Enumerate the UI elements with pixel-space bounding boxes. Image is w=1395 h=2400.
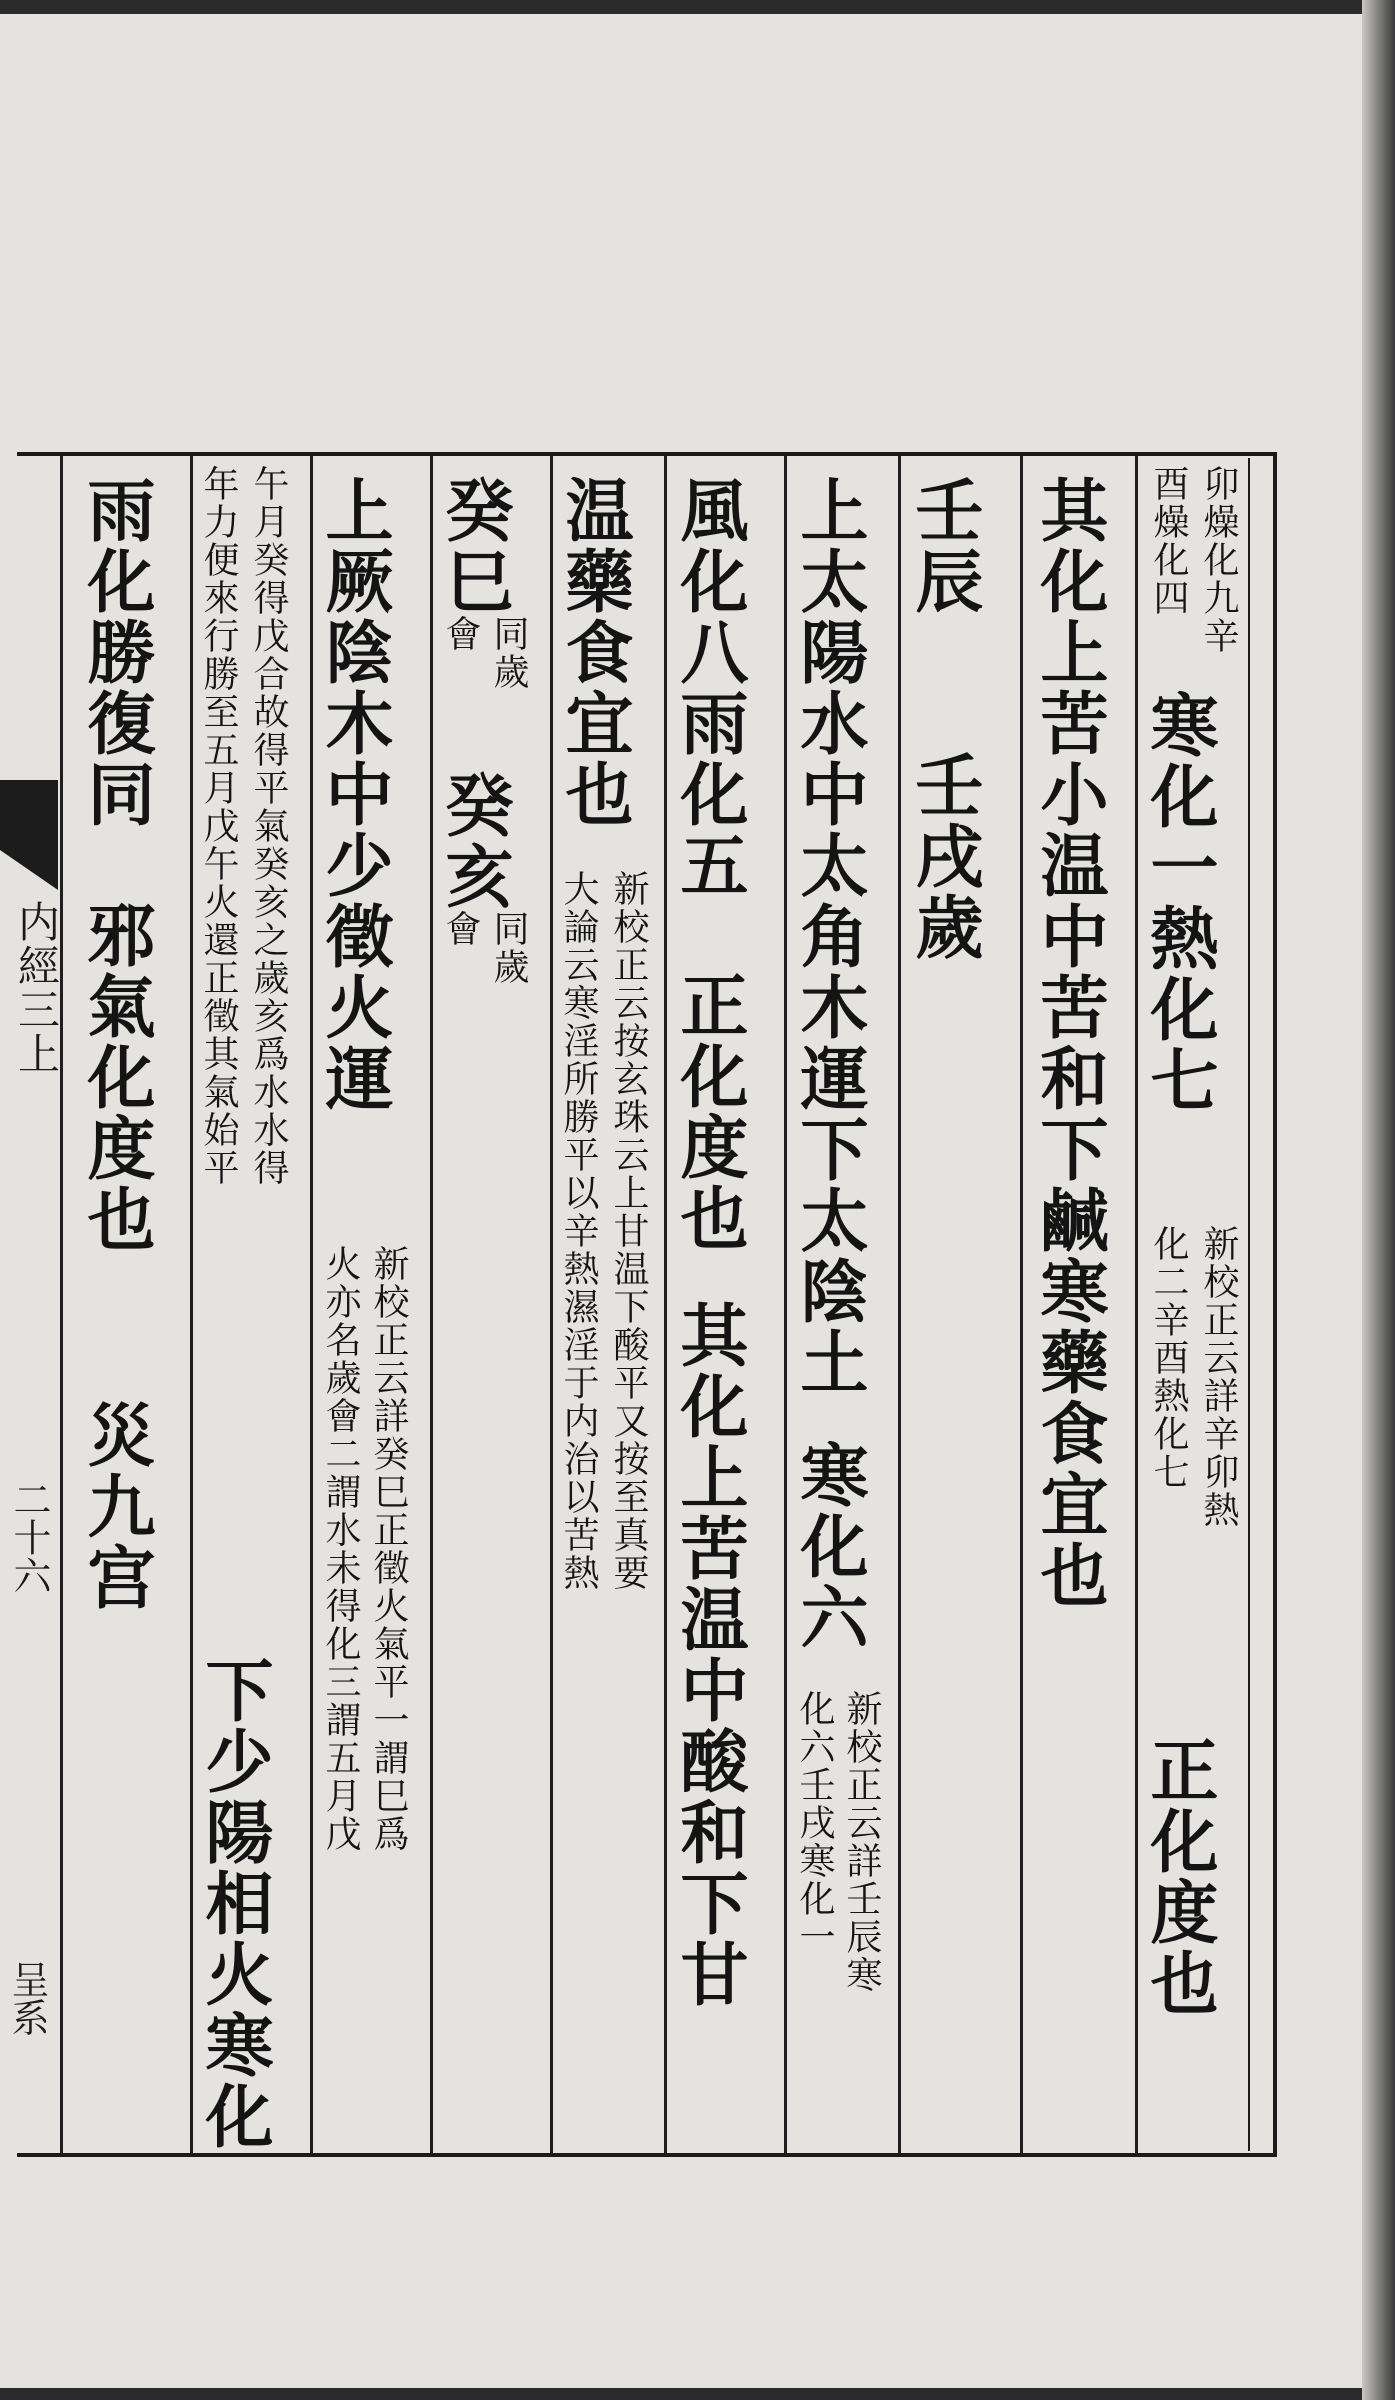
- main-text: 其化上苦小温中苦和下鹹寒藥食宜也: [1029, 475, 1109, 1611]
- banner-fishtail: [0, 780, 58, 850]
- column-rule: [430, 456, 433, 2153]
- column-rule: [310, 456, 313, 2153]
- annotation-line: 會: [440, 615, 481, 653]
- annotation-line: 新校正云詳癸巳正徵火氣平一謂巳爲: [368, 1245, 409, 1853]
- main-text: 正化度也: [669, 970, 749, 1254]
- column-rule: [784, 456, 787, 2153]
- column-rule: [190, 456, 193, 2153]
- annotation-line: 新校正云詳壬辰寒: [841, 1690, 882, 1994]
- annotation-line: 火亦名歲會二謂水未得化三謂五月戊: [320, 1245, 361, 1853]
- page-fold: [1362, 0, 1395, 2400]
- column-rule: [1020, 456, 1023, 2153]
- main-text: 寒化六: [789, 1440, 869, 1653]
- main-text: 邪氣化度也: [76, 900, 156, 1255]
- main-text: 下少陽相火寒化: [194, 1655, 274, 2152]
- annotation-line: 年力便來行勝至五月戊午火還正徵其氣始平: [198, 465, 239, 1187]
- annotation-line: 大論云寒淫所勝平以辛熱濕淫于内治以苦熱: [558, 870, 599, 1592]
- column-rule: [1135, 456, 1138, 2153]
- annotation-line: 會: [440, 910, 481, 948]
- column-rule: [60, 456, 63, 2153]
- main-text: 雨化勝復同: [76, 475, 156, 830]
- page-number: 二十六: [7, 1480, 51, 1594]
- column-rule: [898, 456, 901, 2153]
- main-text: 上厥陰木中少徵火運: [314, 475, 394, 1114]
- main-text: 風化八雨化五: [669, 475, 749, 901]
- column-rule: [550, 456, 553, 2153]
- annotation-line: 新校正云按玄珠云上甘温下酸平又按至真要: [608, 870, 649, 1592]
- main-text: 其化上苦温中酸和下甘: [669, 1300, 749, 2010]
- frame-inner-rule: [1248, 458, 1250, 2151]
- annotation-line: 酉燥化四: [1148, 465, 1189, 617]
- main-text: 癸巳: [434, 475, 514, 617]
- annotation-line: 化二辛酉熱化七: [1148, 1225, 1189, 1491]
- banner-notch: [0, 850, 58, 890]
- annotation-line: 卯燥化九辛: [1198, 465, 1239, 655]
- main-text: 癸亥: [434, 770, 514, 912]
- main-text: 温藥食宜也: [554, 475, 634, 830]
- annotation-line: 化六壬戌寒化一: [794, 1690, 835, 1956]
- main-text: 壬戌歲: [904, 750, 984, 963]
- annotation-line: 同歲: [488, 910, 529, 986]
- margin-banner: [0, 780, 60, 1600]
- annotation-line: 同歲: [488, 615, 529, 691]
- margin-stamp: 呈系: [5, 1960, 49, 2036]
- main-text: 上太陽水中太角木運下太陰土: [789, 475, 869, 1398]
- main-text: 壬辰: [904, 475, 984, 617]
- annotation-line: 新校正云詳辛卯熱: [1198, 1225, 1239, 1529]
- main-text: 正化度也: [1139, 1735, 1219, 2019]
- main-text: 災九宫: [76, 1400, 156, 1613]
- column-rule: [664, 456, 667, 2153]
- main-text: 寒化一熱化七: [1139, 690, 1219, 1116]
- banner-title: 内經三上: [12, 900, 61, 1076]
- annotation-line: 午月癸得戊合故得平氣癸亥之歲亥爲水水得: [248, 465, 289, 1187]
